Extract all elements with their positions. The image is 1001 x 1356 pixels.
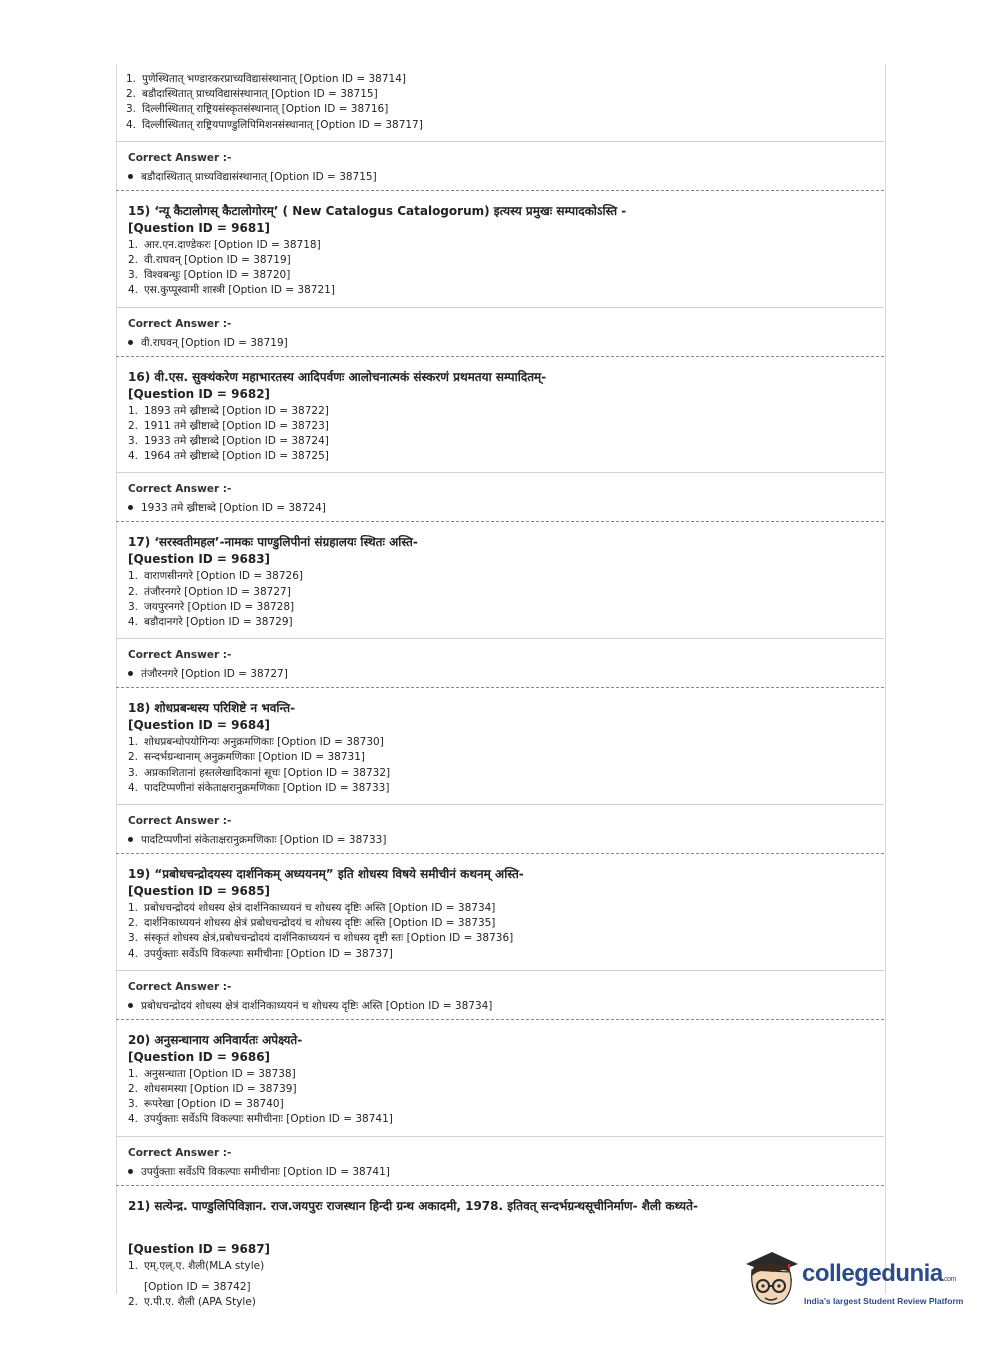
option-item: 4. पादटिप्पणीनां संकेताक्षरानुक्रमणिकाः [Option ID = 38733] [128, 781, 390, 794]
correct-answer-label: Correct Answer :- [128, 980, 232, 993]
correct-answer: उपर्युक्ताः सर्वेऽपि विकल्पाः समीचीनाः [Option ID = 38741] [128, 1165, 884, 1179]
option-list [128, 569, 884, 630]
option-item: 3. संस्कृतं शोधस्य क्षेत्रं,प्रबोधचन्द्रोदयं दार्शनिकाध्ययनं च शोधस्य दृष्टी स्तः [Option ID = 38736] [128, 932, 514, 945]
question-id: [Question ID = 9685] [128, 884, 271, 899]
option-item: 1. प्रबोधचन्द्रोदयं शोधस्य क्षेत्रं दार्शनिकाध्ययनं च शोधस्य दृष्टिः अस्ति [Option ID = 38734] [128, 902, 496, 915]
option-item: 1. 1893 तमे ख्रीष्टाब्दे [Option ID = 38722] [128, 404, 329, 417]
question-id: [Question ID = 9686] [128, 1049, 271, 1064]
option-list [128, 404, 884, 465]
q14-options [116, 72, 884, 133]
option-item: 3. जयपुरनगरे [Option ID = 38728] [128, 600, 295, 613]
answer-block [116, 805, 884, 847]
question-text: 16) वी.एस. सुक्थंकरेण महाभारतस्य आदिपर्वणः आलोचनात्मकं संस्करणं प्रथमतया सम्पादितम्- [128, 369, 547, 384]
option-item: 1. पुणेस्थितात् भण्डारकरप्राच्यविद्यासंस्थानात् [Option ID = 38714] [126, 73, 406, 85]
option-id: [Option ID = 38742] [144, 1280, 251, 1293]
option-item: 2. बडौदास्थितात् प्राच्यविद्यासंस्थानात् [Option ID = 38715] [126, 88, 378, 101]
option-item: 1. अनुसन्धाता [Option ID = 38738] [128, 1067, 296, 1080]
correct-answer-label: Correct Answer :- [128, 815, 232, 828]
answer-block [116, 1137, 884, 1179]
question-block [116, 357, 884, 465]
question-block [116, 688, 884, 796]
collegedunia-logo [742, 1250, 972, 1314]
correct-answer: 1933 तमे ख्रीष्टाब्दे [Option ID = 38724] [128, 501, 884, 515]
question-text: 21) सत्येन्द्र. पाण्डुलिपिविज्ञान. राज.जयपुरः राजस्थान हिन्दी ग्रन्थ अकादमी, 1978. इतिवत् सन्दर्भग्रन्थसूचीनिर्माण- शैली कथ्यते- [128, 1198, 698, 1213]
option-item: 1. एम्.एल्.ए. शैली(MLA style) [128, 1259, 265, 1272]
question-text: 19) “प्रबोधचन्द्रोदयस्य दार्शनिकम् अध्ययनम्” इति शोधस्य विषये समीचीनं कथनम् अस्ति- [128, 867, 524, 882]
option-list [128, 238, 884, 299]
option-item: 4. उपर्युक्ताः सर्वेऽपि विकल्पाः समीचीनाः [Option ID = 38737] [128, 947, 393, 960]
option-list [128, 901, 884, 962]
option-list [128, 1067, 884, 1128]
bullet-icon [128, 671, 133, 676]
correct-answer-label: Correct Answer :- [128, 151, 232, 164]
answer-block [116, 971, 884, 1013]
correct-answer: प्रबोधचन्द्रोदयं शोधस्य क्षेत्रं दार्शनिकाध्ययनं च शोधस्य दृष्टिः अस्ति [Option ID = 38734] [128, 999, 884, 1013]
question-text: 15) ‘न्यू कैटालोगस् कैटालोगोरम्’ ( New Catalogus Catalogorum) इत्यस्य प्रमुखः सम्पादकोऽस्ति - [128, 203, 627, 218]
answer-block [116, 142, 884, 184]
correct-answer: तंजौरनगरे [Option ID = 38727] [128, 667, 884, 681]
option-item: 2. शोधसमस्या [Option ID = 38739] [128, 1083, 297, 1096]
option-item: 4. एस.कुप्पूस्वामी शास्त्री [Option ID = 38721] [128, 284, 335, 297]
option-item: 2. 1911 तमे ख्रीष्टाब्दे [Option ID = 38723] [128, 419, 329, 432]
correct-answer-label: Correct Answer :- [128, 483, 232, 496]
option-item: 1. शोधप्रबन्धोपयोगिन्यः अनुक्रमणिकाः [Option ID = 38730] [128, 736, 384, 749]
option-item: 2. वी.राघवन् [Option ID = 38719] [128, 254, 291, 267]
correct-answer-label: Correct Answer :- [128, 1146, 232, 1159]
answer-block [116, 473, 884, 515]
option-item: 2. तंजौरनगरे [Option ID = 38727] [128, 585, 291, 598]
option-item: 4. उपर्युक्ताः सर्वेऽपि विकल्पाः समीचीनाः [Option ID = 38741] [128, 1113, 393, 1126]
option-item: 3. विश्वबन्धुः [Option ID = 38720] [128, 269, 291, 282]
correct-answer: वी.राघवन् [Option ID = 38719] [128, 336, 884, 350]
question-id: [Question ID = 9681] [128, 220, 271, 235]
answer-block [116, 639, 884, 681]
question-id: [Question ID = 9684] [128, 718, 271, 733]
option-item: 3. अप्रकाशितानां हस्तलेखादिकानां सूचः [Option ID = 38732] [128, 766, 391, 779]
question-block [116, 191, 884, 299]
question-text: 17) ‘सरस्वतीमहल’-नामकः पाण्डुलिपीनां संग्रहालयः स्थितः अस्ति- [128, 535, 418, 550]
correct-answer: बडौदास्थितात् प्राच्यविद्यासंस्थानात् [Option ID = 38715] [128, 170, 884, 184]
correct-answer-label: Correct Answer :- [128, 317, 232, 330]
option-item: 2. दार्शनिकाध्ययनं शोधस्य क्षेत्रं प्रबोधचन्द्रोदयं च शोधस्य दृष्टिः अस्ति [Option ID = 38735] [128, 917, 496, 930]
correct-answer-label: Correct Answer :- [128, 649, 232, 662]
option-item: 2. ए.पी.ए. शैली (APA Style) [128, 1295, 256, 1308]
bullet-icon [128, 837, 133, 842]
question-id: [Question ID = 9683] [128, 552, 271, 567]
question-block [116, 1020, 884, 1128]
question-id: [Question ID = 9687] [128, 1241, 271, 1256]
option-item: 3. रूपरेखा [Option ID = 38740] [128, 1098, 284, 1111]
option-item: 4. बडौदानगरे [Option ID = 38729] [128, 616, 293, 629]
correct-answer: पादटिप्पणीनां संकेताक्षरानुक्रमणिकाः [Option ID = 38733] [128, 833, 884, 847]
answer-block [116, 308, 884, 350]
bullet-icon [128, 1169, 133, 1174]
option-item: 1. वाराणसीनगरे [Option ID = 38726] [128, 570, 303, 583]
option-item: 3. दिल्लीस्थितात् राष्ट्रियसंस्कृतसंस्थानात् [Option ID = 38716] [126, 103, 389, 116]
bullet-icon [128, 1003, 133, 1008]
option-item: 2. सन्दर्भग्रन्थानाम् अनुक्रमणिकाः [Option ID = 38731] [128, 751, 365, 764]
document-content [116, 72, 884, 1310]
option-item: 1. आर.एन.दाण्डेकरः [Option ID = 38718] [128, 238, 321, 251]
bullet-icon [128, 505, 133, 510]
question-block [116, 854, 884, 962]
option-item: 4. दिल्लीस्थितात् राष्ट्रियपाण्डुलिपिमिशनसंस्थानात् [Option ID = 38717] [126, 118, 423, 131]
option-item: 4. 1964 तमे ख्रीष्टाब्दे [Option ID = 38725] [128, 450, 329, 463]
question-block [116, 522, 884, 630]
option-item: 3. 1933 तमे ख्रीष्टाब्दे [Option ID = 38724] [128, 435, 329, 448]
brand-tagline: India's largest Student Review Platform [804, 1296, 964, 1306]
bullet-icon [128, 174, 133, 179]
mascot-icon [742, 1250, 804, 1312]
question-id: [Question ID = 9682] [128, 386, 271, 401]
question-text: 20) अनुसन्धानाय अनिवार्यतः अपेक्ष्यते- [128, 1032, 303, 1047]
bullet-icon [128, 340, 133, 345]
question-text: 18) शोधप्रबन्धस्य परिशिष्टे न भवन्ति- [128, 701, 296, 716]
brand-name: collegedunia.com [802, 1260, 956, 1287]
option-list [128, 735, 884, 796]
